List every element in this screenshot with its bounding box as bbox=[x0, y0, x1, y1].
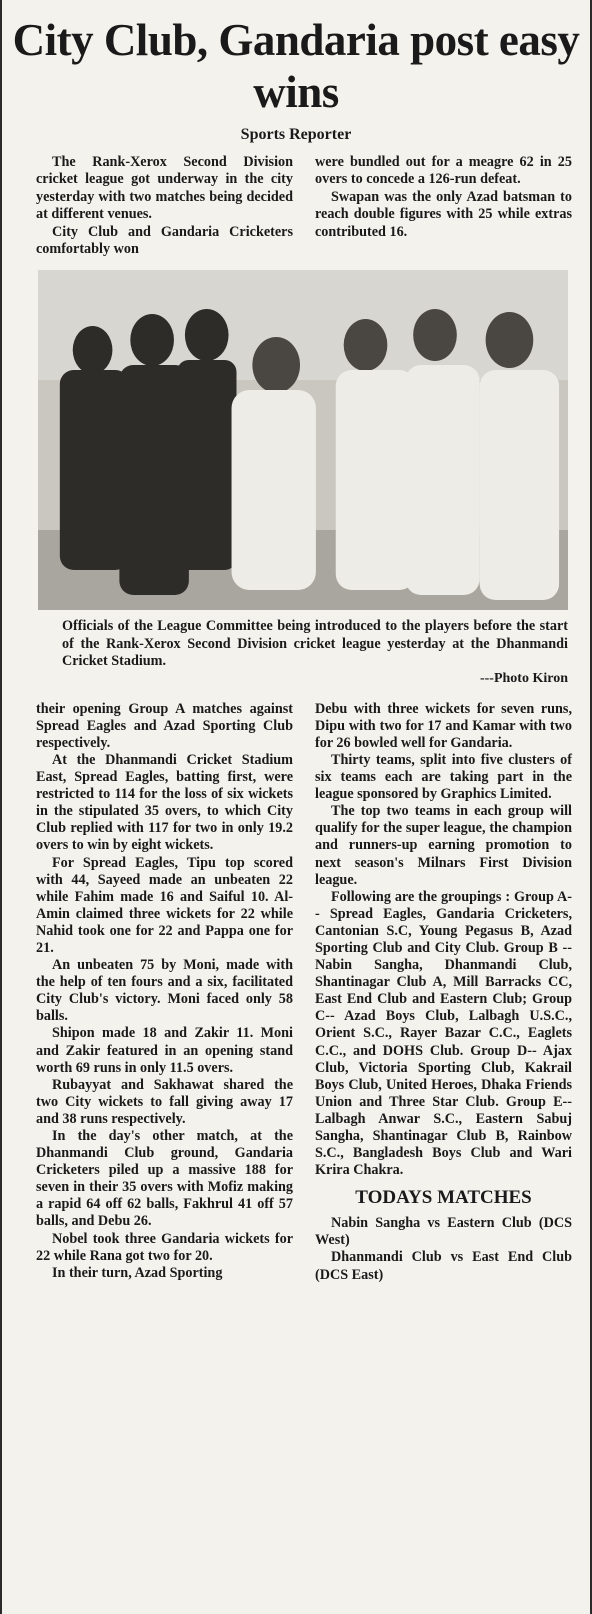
body-right-column bbox=[315, 701, 572, 1284]
paragraph: Rubayyat and Sakhawat shared the two City wickets to fall giving away 17 and 38 runs respectively. bbox=[36, 1076, 293, 1127]
paragraph: At the Dhanmandi Cricket Stadium East, Spread Eagles, batting first, were restricted to 114 for the loss of six wickets in the stipulated 35 overs, to which City Club replied with 117 for two in only 19.2 overs to win by eight wickets. bbox=[36, 751, 293, 854]
paragraph: An unbeaten 75 by Moni, made with the help of ten fours and a six, facilitated City Club's victory. Moni faced only 58 balls. bbox=[36, 957, 293, 1025]
body-left-column bbox=[36, 701, 293, 1284]
body-columns bbox=[2, 687, 590, 1284]
paragraph: The top two teams in each group will qualify for the super league, the champion and runners-up earning promotion to next season's Milnars First Division league. bbox=[315, 803, 572, 888]
paragraph: In their turn, Azad Sporting bbox=[52, 1264, 223, 1281]
todays-matches-heading: TODAYS MATCHES bbox=[355, 1187, 532, 1209]
photo-image bbox=[38, 270, 568, 610]
paragraph: Swapan was the only Azad batsman to reach double figures with 25 while extras contributed 16. bbox=[315, 188, 572, 240]
paragraph: For Spread Eagles, Tipu top scored with 44, Sayeed made an unbeaten 22 while Fahim made 16 and Saiful 10. Al-Amin claimed three wickets for 22 while Nahid took one for 22 and Pappa one for 21. bbox=[36, 854, 293, 956]
paragraph: Shipon made 18 and Zakir 11. Moni and Zakir featured in an opening stand worth 69 runs in only 11.5 overs. bbox=[36, 1025, 293, 1076]
byline: Sports Reporter bbox=[240, 126, 352, 143]
paragraph: their opening Group A matches against Spread Eagles and Azad Sporting Club respectively. bbox=[36, 700, 293, 751]
paragraph: The Rank-Xerox Second Division cricket league got underway in the city yesterday with two matches being decided at different venues. bbox=[36, 154, 293, 223]
paragraph: were bundled out for a meagre 62 in 25 overs to concede a 126-run defeat. bbox=[315, 154, 572, 188]
photo-credit: ---Photo Kiron bbox=[479, 670, 568, 686]
paragraph: Nobel took three Gandaria wickets for 22 while Rana got two for 20. bbox=[36, 1230, 293, 1264]
paragraph: City Club and Gandaria Cricketers comfortably won bbox=[36, 223, 293, 258]
match-item: Nabin Sangha vs Eastern Club (DCS West) bbox=[315, 1215, 572, 1249]
groupings-paragraph: Following are the groupings : Group A-- Spread Eagles, Gandaria Cricketers, Cantonian S.C, Young Pegasus B, Azad Sporting Club and City Club. Group B -- Nabin Sangha, Dhanmandi Club, Shantinagar Club A, Mill Barracks CC, East End Club and Eastern Club; Group C-- Azad Boys Club, Lalbagh U.S.C., Orient S.C., Rayer Bazar C.C., Eaglets C.C., and DOHS Club. Group D-- Ajax Club, Victoria Sporting Club, Kakrail Boys Club, United Heroes, Dhaka Friends Union and Three Star Club. Group E-- Lalbagh Anwar S.C., Eastern Sabuj Sangha, Shantinagar Club B, Rainbow S.C., Bangladesh Boys Club and Wari Krira Chakra. bbox=[315, 888, 572, 1179]
paragraph: Thirty teams, split into five clusters of six teams each are taking part in the league sponsored by Graphics Limited. bbox=[315, 751, 572, 803]
intro-columns bbox=[2, 154, 590, 258]
match-item: Dhanmandi Club vs East End Club (DCS East) bbox=[315, 1249, 572, 1283]
paragraph: In the day's other match, at the Dhanmandi Club ground, Gandaria Cricketers piled up a massive 188 for seven in their 35 overs with Mofiz making a rapid 64 off 62 balls, Fakhrul 41 off 57 balls, and Debu 26. bbox=[36, 1128, 293, 1230]
photo-caption: Officials of the League Committee being introduced to the players before the start of the Rank-Xerox Second Division cricket league yesterday at the Dhanmandi Cricket Stadium. bbox=[62, 618, 568, 670]
intro-left-column bbox=[36, 154, 293, 258]
intro-right-column bbox=[315, 154, 572, 258]
headline: City Club, Gandaria post easy wins bbox=[12, 15, 580, 117]
paragraph: Debu with three wickets for seven runs, Dipu with two for 17 and Kamar with two for 26 bowled well for Gandaria. bbox=[315, 700, 572, 751]
news-photo bbox=[38, 270, 568, 610]
